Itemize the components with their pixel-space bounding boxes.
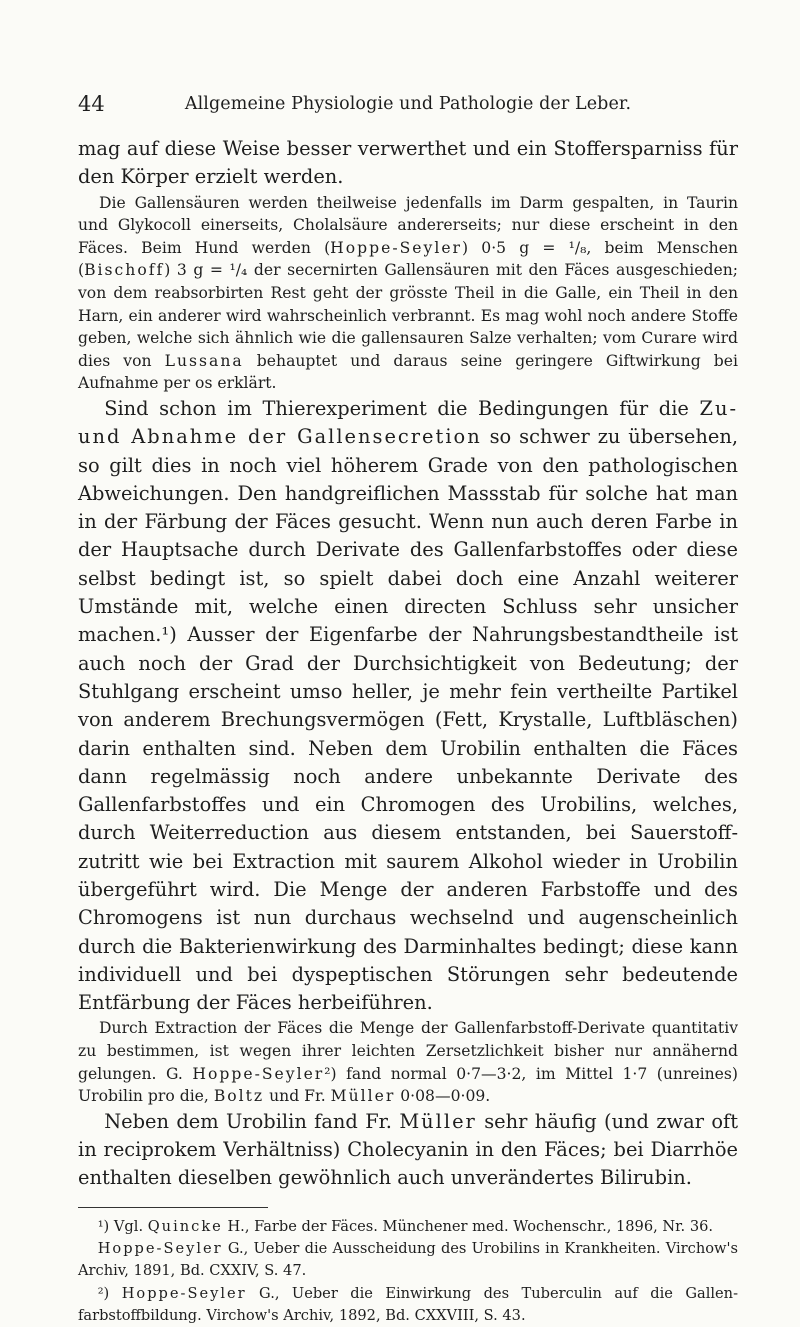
paragraph-5 — [78, 1108, 738, 1193]
text-run: Die Gallensäuren werden theilweise jedenfalls im Darm gespalten, in Taurin und Glykocoll einerseits, Cholalsäure andererseits; nur diese erscheint in den Fäces. Beim Hund werden ( — [78, 193, 738, 257]
footnote-divider — [78, 1207, 268, 1208]
text-run: und Fr. — [264, 1087, 331, 1106]
text-run: G., Ueber die Ausscheidung des Urobilins in Krankheiten. Virchow's Archiv, 1891, Bd. CXXIV, S. 47. — [78, 1240, 738, 1280]
text-run: ) 0·5 g = ¹/₈, beim Menschen ( — [78, 238, 738, 280]
page-number: 44 — [78, 92, 105, 116]
text-run: ²) fand normal 0·7—3·2, im Mittel 1·7 (unreines) Urobilin pro die, — [78, 1064, 738, 1106]
author-name: Hoppe-Seyler — [192, 1064, 325, 1083]
author-name: Bischoff — [84, 261, 165, 280]
text-run: Vgl. — [109, 1217, 148, 1235]
text-run: Sind schon im Thierexperiment die Bedingungen für die — [104, 396, 700, 420]
text-run: so schwer zu übersehen, so gilt dies in noch viel höherem Grade von den pathologischen Abweichungen. Den handgreiflichen Massstab für solche hat man in der Färbung der Fäces gesucht. Wenn nun auch deren Farbe in der Hauptsache durch Derivate des Gallenfarbstoffes oder diese selbst bedingt ist, so spielt dabei doch eine Anzahl weiterer Umstände mit, welche einen directen Schluss sehr unsicher machen.¹) Ausser der Eigenfarbe der Nahrungsbestandtheile ist auch noch der Grad der Durchsichtigkeit von Bedeutung; der Stuhlgang erscheint umso heller, je mehr fein vertheilte Partikel von anderem Brechungsvermögen (Fett, Krystalle, Luftbläschen) darin enthalten sind. Neben dem Urobilin enthalten die Fäces dann regelmässig noch andere unbekannte Derivate des Gallenfarbstoffes und ein Chromogen des Urobilins, welches, durch Weiterreduction aus diesem entstanden, bei Sauerstoffzutritt wie bei Extraction mit saurem Alkohol wieder in Urobilin übergeführt wird. Die Menge der anderen Farbstoffe und des Chromogens ist nun durchaus wechselnd und augenscheinlich durch die Bakterienwirkung des Darminhaltes bedingt; diese kann individuell und bei dyspeptischen Störungen sehr bedeutende Entfärbung der Fäces herbeiführen. — [78, 425, 738, 1015]
text-run: 0·08—0·09. — [395, 1087, 491, 1106]
page-body — [78, 135, 738, 1327]
paragraph-1: mag auf diese Weise besser verwerthet und ein Stoffersparniss für den Körper erzielt werden. — [78, 137, 738, 189]
text-run — [109, 1285, 121, 1302]
author-name: Müller — [399, 1109, 477, 1133]
footnote-2 — [78, 1283, 738, 1327]
text-run: ) 3 g = ¹/₄ der secernirten Gallensäuren mit den Fäces ausgeschieden; von dem reabsorbirten Rest geht der grösste Theil in die Galle, ein Theil in den Harn, ein anderer wird wahrscheinlich verbrannt. Es mag wohl noch andere Stoffe geben, welche sich ähnlich wie die gallensauren Salze verhalten; vom Curare wird dies von — [78, 261, 738, 370]
paragraph-4 — [78, 1017, 738, 1107]
paragraph-2 — [78, 192, 738, 395]
footnote-1 — [78, 1216, 738, 1238]
paragraph-3 — [78, 395, 738, 1018]
footnote-1-continued — [78, 1238, 738, 1283]
text-run: Neben dem Urobilin fand Fr. — [104, 1109, 400, 1133]
emphasized-term: Zu- und Abnahme der Gallensecretion — [78, 396, 738, 449]
page-header — [78, 92, 738, 118]
text-run: H., Farbe der Fäces. Münchener med. Wochenschr., 1896, Nr. 36. — [222, 1217, 714, 1235]
footnote-marker: ²) — [97, 1284, 110, 1302]
author-name: Hoppe-Seyler — [97, 1240, 223, 1258]
author-name: Müller — [330, 1087, 396, 1106]
author-name: Quincke — [147, 1217, 223, 1235]
author-name: Hoppe-Seyler — [330, 238, 463, 257]
text-run: behauptet und daraus seine geringere Giftwirkung bei Aufnahme per os erklärt. — [78, 351, 738, 393]
running-title: Allgemeine Physiologie und Pathologie der Leber. — [184, 94, 632, 114]
author-name: Boltz — [213, 1087, 265, 1106]
text-run: sehr häufig (und zwar oft in reciprokem Verhältniss) Cholecyanin in den Fäces; bei Diarrhöe enthalten dieselben gewöhnlich auch unverändertes Bilirubin. — [78, 1109, 738, 1190]
author-name: Lussana — [164, 351, 244, 370]
author-name: Hoppe-Seyler — [121, 1284, 247, 1302]
text-run: Durch Extraction der Fäces die Menge der Gallenfarbstoff-Derivate quantitativ zu bestimmen, ist wegen ihrer leichten Zersetzlichkeit bisher nur annähernd gelungen. G. — [78, 1019, 738, 1083]
footnote-marker: ¹) — [97, 1217, 110, 1235]
text-run: G., Ueber die Einwirkung des Tuberculin auf die Gallenfarbstoffbildung. Virchow's Archiv, 1892, Bd. CXXVIII, S. 43. — [78, 1284, 738, 1324]
